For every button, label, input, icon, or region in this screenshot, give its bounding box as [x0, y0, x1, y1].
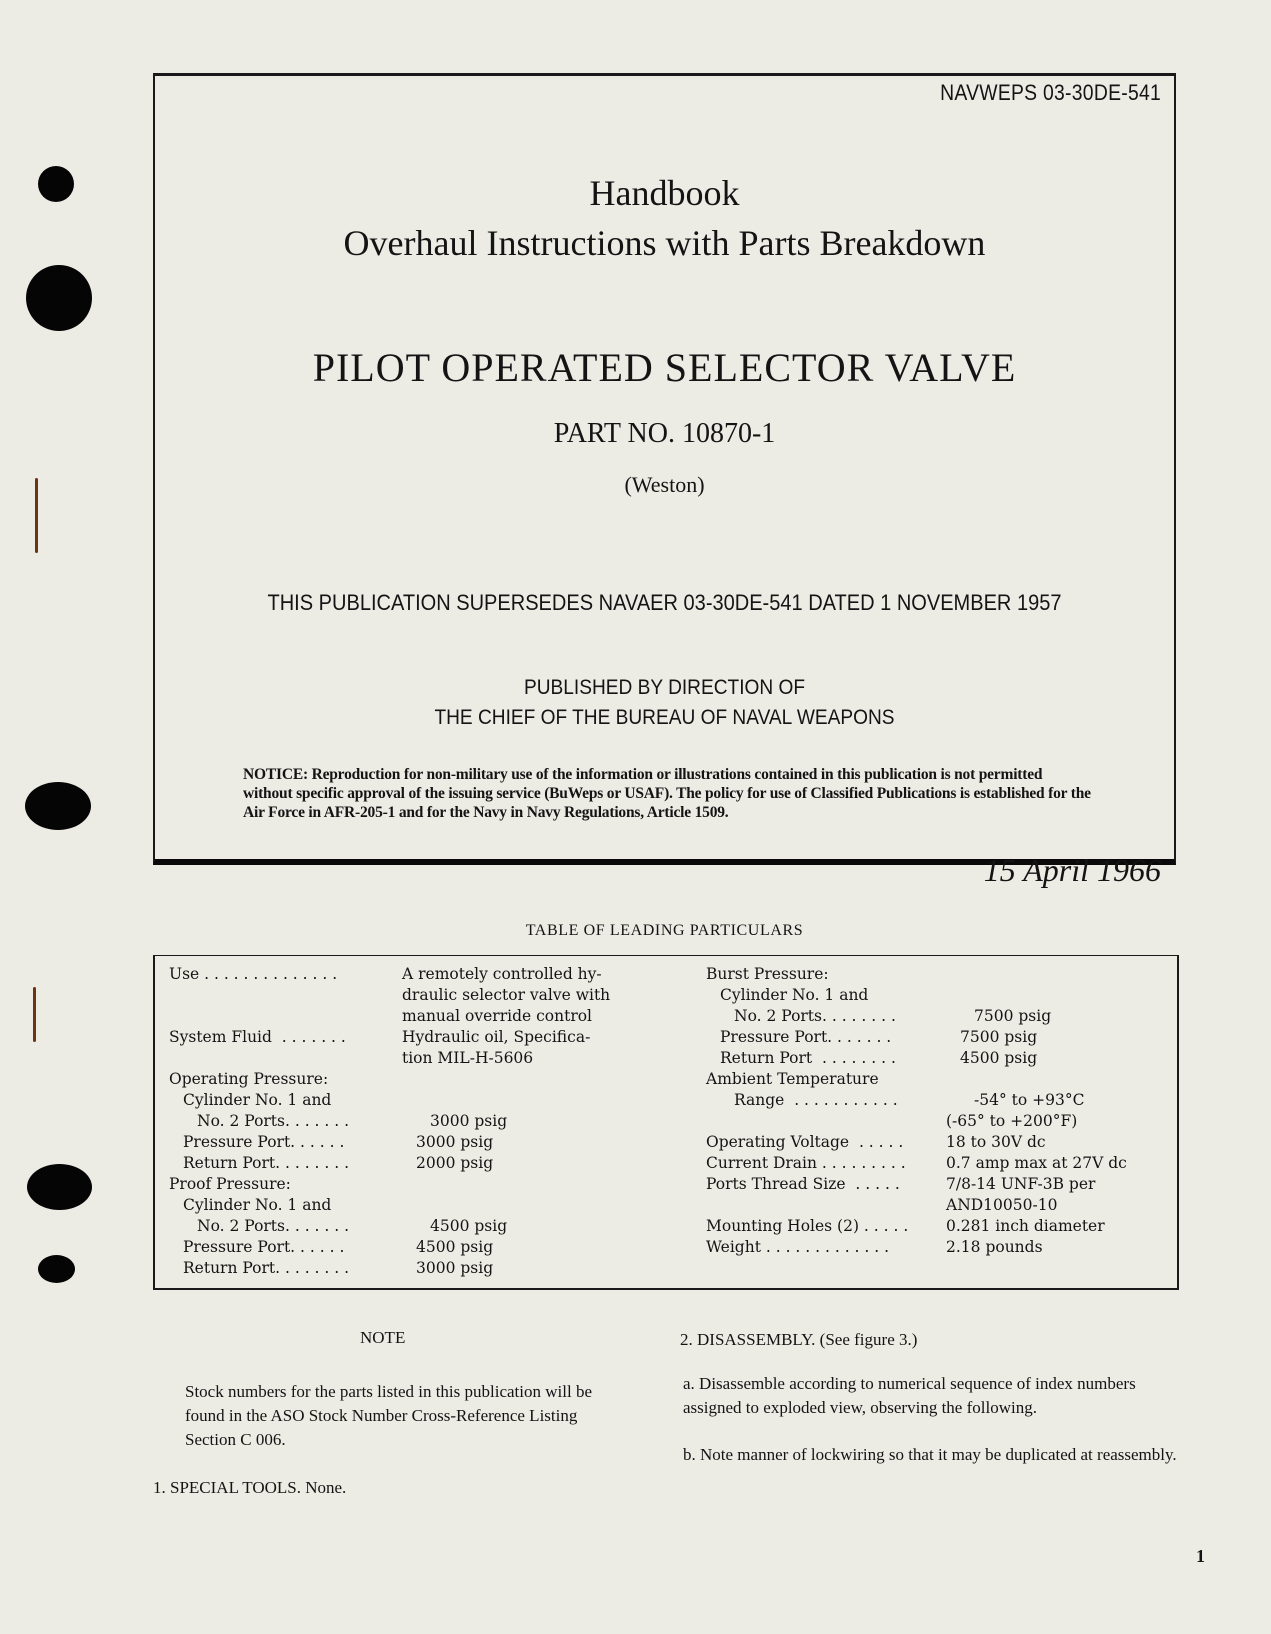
table-row — [706, 1006, 1176, 1027]
table-row — [169, 1069, 659, 1090]
table-row — [169, 1027, 659, 1048]
particular-label: Pressure Port. . . . . . — [183, 1133, 345, 1151]
particular-label: System Fluid . . . . . . . — [169, 1028, 346, 1046]
particular-value: 2000 psig — [416, 1154, 494, 1172]
particular-label: Cylinder No. 1 and — [183, 1091, 332, 1109]
component-title: PILOT OPERATED SELECTOR VALVE — [312, 345, 1017, 390]
table-row — [169, 1006, 659, 1027]
particular-label — [706, 1195, 946, 1216]
published-by-line-1: PUBLISHED BY DIRECTION OF — [523, 676, 806, 699]
page-number: 1 — [1196, 1546, 1205, 1566]
particular-value: A remotely controlled hy- — [402, 965, 602, 983]
particular-value: 0.7 amp max at 27V dc — [946, 1154, 1127, 1172]
particular-value: 3000 psig — [430, 1112, 508, 1130]
particular-label: Operating Voltage . . . . . — [706, 1133, 904, 1151]
disassembly-heading: 2. DISASSEMBLY. (See figure 3.) — [680, 1330, 918, 1349]
particular-label: No. 2 Ports. . . . . . . — [197, 1112, 350, 1130]
binder-hole-4 — [27, 1164, 92, 1210]
table-row — [169, 964, 659, 985]
table-row — [706, 1069, 1176, 1090]
table-row — [169, 1132, 659, 1153]
particular-value: 3000 psig — [416, 1133, 494, 1151]
particular-value: manual override control — [402, 1007, 593, 1025]
table-right-column — [706, 964, 1176, 1258]
disassembly-para-a: a. Disassemble according to numerical sequence of index numbers assigned to exploded view, observing the following. — [683, 1374, 1136, 1417]
leading-particulars-table — [153, 955, 1179, 1290]
table-row — [169, 1174, 659, 1195]
binder-hole-2 — [26, 265, 92, 331]
particular-value: 2.18 pounds — [946, 1238, 1043, 1256]
handbook-title: Handbook — [589, 173, 740, 213]
particular-value: 18 to 30V dc — [946, 1133, 1046, 1151]
particular-label: Pressure Port. . . . . . — [183, 1238, 345, 1256]
table-row — [706, 1237, 1176, 1258]
particular-label — [169, 1006, 402, 1027]
part-number: PART NO. 10870-1 — [553, 418, 776, 449]
particular-label — [169, 985, 402, 1006]
table-row — [169, 985, 659, 1006]
binder-hole-1 — [38, 166, 74, 202]
disassembly-para-b: b. Note manner of lockwiring so that it may be duplicated at reassembly. — [683, 1445, 1177, 1464]
manufacturer: (Weston) — [624, 472, 705, 497]
particular-value: AND10050-10 — [946, 1196, 1058, 1214]
particular-value: tion MIL-H-5606 — [402, 1049, 534, 1067]
particular-label: Range . . . . . . . . . . . — [734, 1091, 898, 1109]
particular-label: Cylinder No. 1 and — [720, 986, 869, 1004]
particular-value: 7/8-14 UNF-3B per — [946, 1175, 1096, 1193]
table-row — [169, 1237, 659, 1258]
particular-value: draulic selector valve with — [402, 986, 611, 1004]
particular-label: Proof Pressure: — [169, 1175, 291, 1193]
table-row — [169, 1216, 659, 1237]
table-row — [706, 1027, 1176, 1048]
table-row — [169, 1048, 659, 1069]
particular-label: Return Port. . . . . . . . — [183, 1259, 350, 1277]
table-row — [706, 1195, 1176, 1216]
table-row — [706, 1132, 1176, 1153]
particular-label: Mounting Holes (2) . . . . . — [706, 1217, 909, 1235]
table-row — [706, 985, 1176, 1006]
staple-mark — [33, 987, 36, 1042]
document-number: NAVWEPS 03-30DE-541 — [940, 80, 1161, 105]
particular-label — [169, 1048, 402, 1069]
document-subtitle: Overhaul Instructions with Parts Breakdown — [343, 223, 986, 263]
particular-label: Cylinder No. 1 and — [183, 1196, 332, 1214]
table-row — [706, 964, 1176, 985]
particular-value: Hydraulic oil, Specifica- — [402, 1028, 591, 1046]
particular-value: -54° to +93°C — [974, 1091, 1085, 1109]
particular-label: Current Drain . . . . . . . . . — [706, 1154, 906, 1172]
table-row — [169, 1153, 659, 1174]
notice-text: NOTICE: Reproduction for non-military use of the information or illustrations contained in this publication is not permitted without specific approval of the issuing service (BuWeps or USAF). The policy for use of Classified Publications is established for the Air Force in AFR-205-1 and for the Navy in Navy Regulations, Article 1509. — [243, 766, 1091, 821]
particular-label: Weight . . . . . . . . . . . . . — [706, 1238, 890, 1256]
table-row — [706, 1153, 1176, 1174]
particular-value: 3000 psig — [416, 1259, 494, 1277]
special-tools-section: 1. SPECIAL TOOLS. None. — [153, 1478, 347, 1497]
note-body: Stock numbers for the parts listed in this publication will be found in the ASO Stock Number Cross-Reference Listing Section C 006. — [185, 1382, 592, 1449]
table-row — [169, 1195, 659, 1216]
particular-value: (-65° to +200°F) — [946, 1112, 1078, 1130]
particular-label: Pressure Port. . . . . . . — [720, 1028, 892, 1046]
particular-label: Use . . . . . . . . . . . . . . — [169, 965, 338, 983]
particular-value: 7500 psig — [974, 1007, 1052, 1025]
table-row — [706, 1048, 1176, 1069]
particular-value: 0.281 inch diameter — [946, 1217, 1105, 1235]
staple-mark — [35, 478, 38, 553]
note-title: NOTE — [360, 1328, 406, 1347]
particular-label: Return Port. . . . . . . . — [183, 1154, 350, 1172]
table-left-column — [169, 964, 659, 1279]
particular-label: Ports Thread Size . . . . . — [706, 1175, 900, 1193]
table-row — [706, 1090, 1176, 1111]
particular-label: Operating Pressure: — [169, 1070, 329, 1088]
table-row — [169, 1258, 659, 1279]
particular-label — [706, 1111, 946, 1132]
published-by — [199, 673, 1130, 733]
table-row — [169, 1090, 659, 1111]
table-row — [169, 1111, 659, 1132]
table-row — [706, 1111, 1176, 1132]
particular-label: No. 2 Ports. . . . . . . . — [734, 1007, 896, 1025]
particular-value: 4500 psig — [430, 1217, 508, 1235]
particular-value: 7500 psig — [960, 1028, 1038, 1046]
particular-label: Burst Pressure: — [706, 965, 829, 983]
publication-date: 15 April 1966 — [983, 852, 1161, 888]
table-row — [706, 1216, 1176, 1237]
particular-label: No. 2 Ports. . . . . . . — [197, 1217, 350, 1235]
particular-label: Return Port . . . . . . . . — [720, 1049, 896, 1067]
published-by-line-2: THE CHIEF OF THE BUREAU OF NAVAL WEAPONS — [434, 706, 895, 729]
table-row — [706, 1174, 1176, 1195]
particular-value: 4500 psig — [416, 1238, 494, 1256]
binder-hole-3 — [25, 782, 91, 830]
binder-hole-5 — [38, 1255, 75, 1283]
particular-label: Ambient Temperature — [706, 1070, 879, 1088]
supersedes-statement: THIS PUBLICATION SUPERSEDES NAVAER 03-30DE-541 DATED 1 NOVEMBER 1957 — [267, 590, 1062, 615]
table-caption: TABLE OF LEADING PARTICULARS — [525, 922, 804, 939]
particular-value: 4500 psig — [960, 1049, 1038, 1067]
